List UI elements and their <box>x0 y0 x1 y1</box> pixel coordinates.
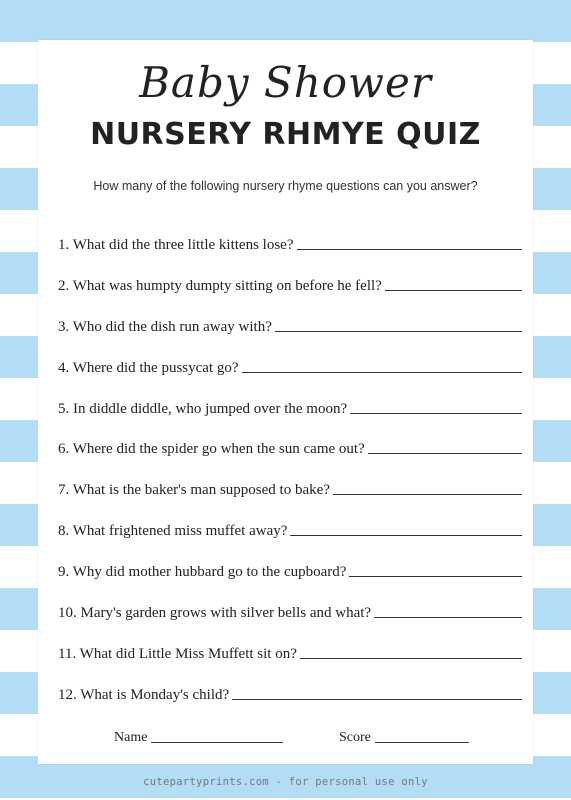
answer-line[interactable] <box>300 657 522 659</box>
quiz-card <box>38 40 533 764</box>
answer-line[interactable] <box>242 371 522 373</box>
answer-line[interactable] <box>290 534 522 536</box>
question-item[interactable] <box>58 254 522 295</box>
name-label: Name <box>114 730 148 745</box>
question-item[interactable] <box>58 418 522 459</box>
credit-text: cutepartyprints.com - for personal use only <box>143 776 428 788</box>
question-text: 5. In diddle diddle, who jumped over the moon? <box>58 400 348 417</box>
question-item[interactable] <box>58 458 522 499</box>
question-text: 10. Mary's garden grows with silver bells and what? <box>58 605 372 622</box>
question-item[interactable] <box>58 295 522 336</box>
question-item[interactable] <box>58 377 522 418</box>
name-field[interactable] <box>114 730 283 746</box>
question-item[interactable] <box>58 234 522 254</box>
instructions: How many of the following nursery rhyme questions can you answer? <box>93 179 478 193</box>
name-line[interactable] <box>151 742 283 743</box>
question-text: 11. What did Little Miss Muffett sit on? <box>58 645 297 662</box>
question-text: 3. Who did the dish run away with? <box>58 318 272 335</box>
question-text: 8. What frightened miss muffet away? <box>58 523 288 540</box>
question-item[interactable] <box>58 499 522 540</box>
answer-line[interactable] <box>385 289 522 291</box>
script-title: Baby Shower <box>139 58 432 107</box>
answer-line[interactable] <box>350 412 522 414</box>
question-item[interactable] <box>58 581 522 622</box>
page-title: NURSERY RHMYE QUIZ <box>90 117 481 152</box>
answer-line[interactable] <box>275 330 522 332</box>
question-item[interactable] <box>58 663 522 704</box>
question-text: 12. What is Monday's child? <box>58 686 230 703</box>
score-label: Score <box>339 730 371 745</box>
question-text: 4. Where did the pussycat go? <box>58 359 239 376</box>
answer-line[interactable] <box>297 248 523 250</box>
question-text: 9. Why did mother hubbard go to the cupboard? <box>58 564 347 581</box>
answer-line[interactable] <box>333 493 522 495</box>
score-line[interactable] <box>375 742 469 743</box>
answer-line[interactable] <box>349 575 522 577</box>
question-text: 7. What is the baker's man supposed to bake? <box>58 482 330 499</box>
question-text: 2. What was humpty dumpty sitting on before he fell? <box>58 277 382 294</box>
question-list <box>58 234 522 704</box>
question-item[interactable] <box>58 622 522 663</box>
answer-line[interactable] <box>368 452 522 454</box>
answer-line[interactable] <box>232 698 522 700</box>
question-text: 6. Where did the spider go when the sun came out? <box>58 441 365 458</box>
answer-line[interactable] <box>374 616 522 618</box>
question-item[interactable] <box>58 336 522 377</box>
question-text: 1. What did the three little kittens lose? <box>58 237 294 253</box>
question-item[interactable] <box>58 540 522 581</box>
score-field[interactable] <box>339 730 469 746</box>
